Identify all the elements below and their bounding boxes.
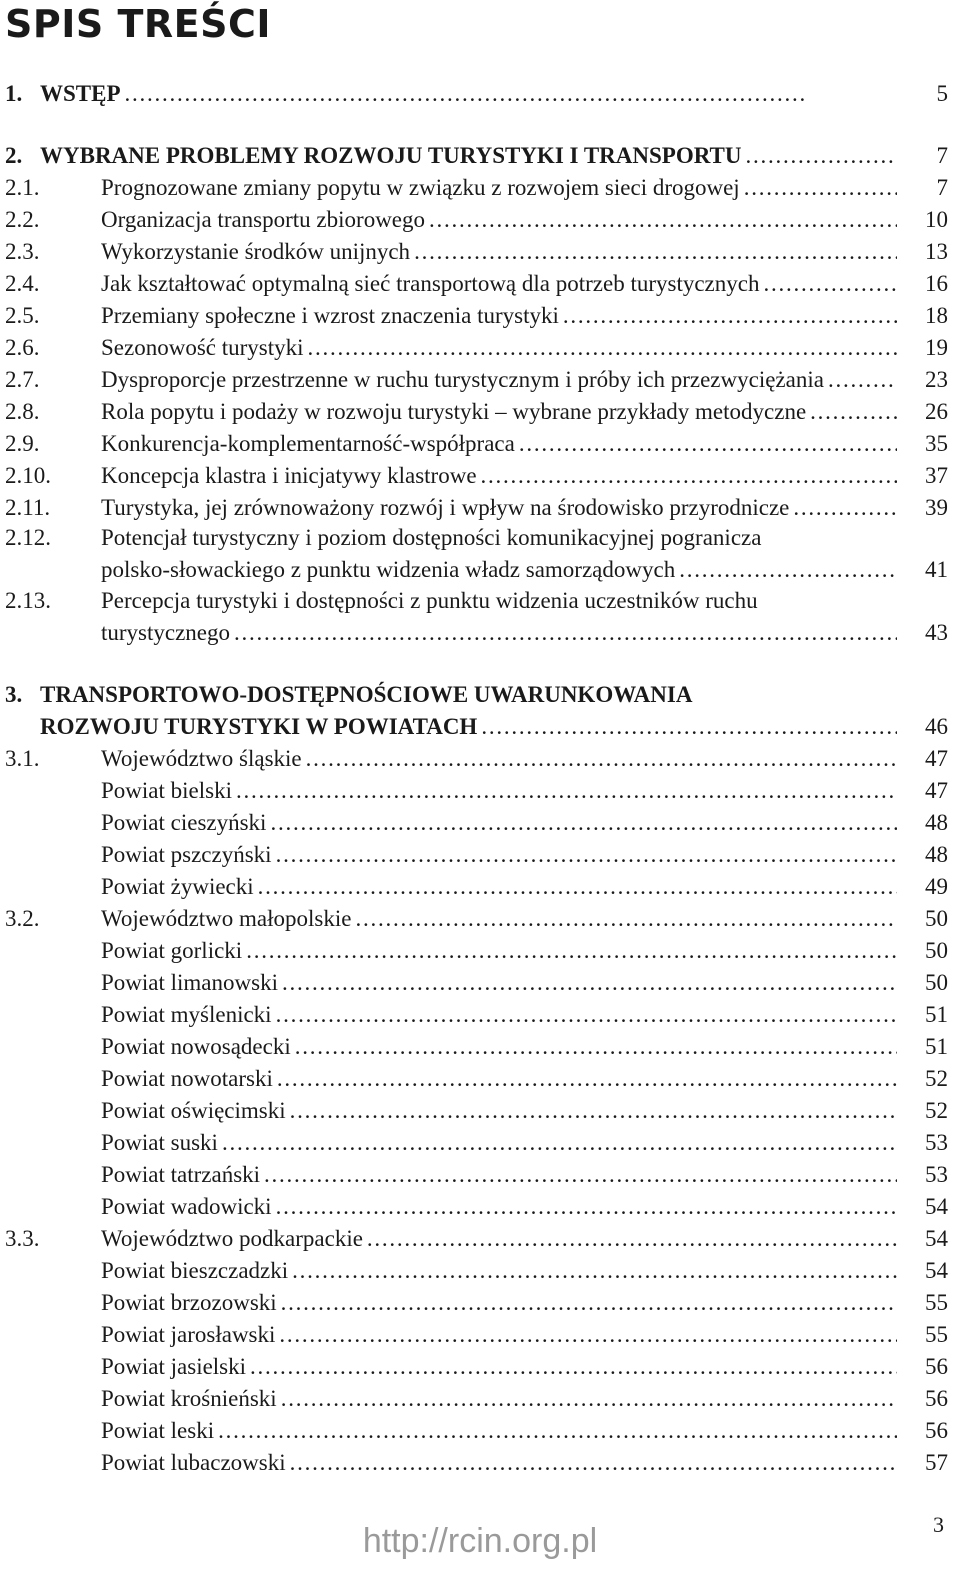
- toc-entry-text: [101, 871, 897, 903]
- toc-entry-title: ROZWOJU TURYSTYKI W POWIATACH: [40, 714, 478, 739]
- toc-entry-line: [0, 585, 960, 617]
- toc-entry-title: Prognozowane zmiany popytu w związku z rozwojem sieci drogowej: [101, 175, 740, 200]
- dot-leader: [258, 871, 897, 903]
- toc-entry-text: [101, 1319, 897, 1351]
- toc-entry-text: [101, 1159, 897, 1191]
- toc-entry-number: 2.11.: [5, 495, 51, 520]
- toc-entry-page: 47: [925, 746, 948, 771]
- toc-entry[interactable]: [0, 554, 960, 586]
- toc-entry-page: 56: [925, 1418, 948, 1443]
- toc-entry-page: 52: [925, 1066, 948, 1091]
- toc-entry[interactable]: [0, 967, 960, 999]
- toc-entry[interactable]: [0, 460, 960, 492]
- dot-leader: [236, 775, 897, 807]
- toc-entry-page: 26: [925, 399, 948, 424]
- toc-entry[interactable]: [0, 903, 960, 935]
- toc-entry-page: 18: [925, 303, 948, 328]
- toc-entry-text: [101, 1223, 897, 1255]
- toc-entry-text: [101, 775, 897, 807]
- toc-entry-text: [101, 554, 897, 586]
- toc-entry[interactable]: [0, 364, 960, 396]
- toc-entry-title: Organizacja transportu zbiorowego: [101, 207, 426, 232]
- toc-entry-title-line: Percepcja turystyki i dostępności z punktu widzenia uczestników ruchu: [101, 588, 758, 613]
- toc-entry-page: 54: [925, 1226, 948, 1251]
- toc-entry-text: [101, 236, 897, 268]
- dot-leader: [279, 1319, 897, 1351]
- toc-entry[interactable]: [0, 1287, 960, 1319]
- toc-entry-title: Powiat jarosławski: [101, 1322, 276, 1347]
- toc-entry-text: [101, 967, 897, 999]
- toc-entry-text: [101, 1191, 897, 1223]
- toc-entry[interactable]: [0, 1063, 960, 1095]
- toc-entry[interactable]: [0, 1383, 960, 1415]
- toc-entry-text: [40, 78, 897, 110]
- toc-entry-title: Sezonowość turystyki: [101, 335, 304, 360]
- toc-entry-text: [40, 140, 897, 172]
- toc-entry-text: [101, 492, 897, 524]
- toc-entry[interactable]: [0, 492, 960, 524]
- toc-entry-title: Powiat nowotarski: [101, 1066, 273, 1091]
- toc-entry-number: 3.: [5, 682, 23, 707]
- toc-entry[interactable]: [0, 1351, 960, 1383]
- toc-entry[interactable]: [0, 396, 960, 428]
- toc-entry-text: [101, 807, 897, 839]
- toc-entry-title: Powiat tatrzański: [101, 1162, 261, 1187]
- dot-leader: [429, 204, 897, 236]
- toc-entry[interactable]: [0, 807, 960, 839]
- toc-entry-title: Powiat myślenicki: [101, 1002, 272, 1027]
- toc-entry-text: [101, 204, 897, 236]
- toc-entry-number: 2.8.: [5, 399, 40, 424]
- dot-leader: [281, 1287, 897, 1319]
- dot-leader: [222, 1127, 897, 1159]
- toc-entry[interactable]: [0, 1223, 960, 1255]
- dot-leader: [276, 1191, 897, 1223]
- toc-entry-text: [101, 1415, 897, 1447]
- dot-leader: [810, 396, 897, 428]
- toc-entry-title: Turystyka, jej zrównoważony rozwój i wpływ na środowisko przyrodnicze: [101, 495, 790, 520]
- toc-entry-title: Województwo śląskie: [101, 746, 302, 771]
- toc-entry-title: Powiat pszczyński: [101, 842, 272, 867]
- dot-leader: [563, 300, 897, 332]
- page-title: SPIS TREŚCI: [5, 2, 271, 46]
- toc-entry-title: WSTĘP: [40, 81, 121, 106]
- toc-entry[interactable]: [0, 775, 960, 807]
- toc-entry-number: 2.1.: [5, 175, 40, 200]
- dot-leader: [276, 839, 897, 871]
- dot-leader: [306, 743, 897, 775]
- toc-entry-title: Powiat jasielski: [101, 1354, 247, 1379]
- toc-entry-page: 48: [925, 810, 948, 835]
- dot-leader: [290, 1095, 897, 1127]
- toc-entry-title-line: TRANSPORTOWO-DOSTĘPNOŚCIOWE UWARUNKOWANIA: [40, 682, 693, 707]
- toc-entry[interactable]: [0, 1255, 960, 1287]
- toc-entry-text: [101, 300, 897, 332]
- toc-entry-page: 19: [925, 335, 948, 360]
- toc-entry-text: [101, 172, 897, 204]
- toc-entry-title: Powiat gorlicki: [101, 938, 243, 963]
- toc-entry[interactable]: [0, 1159, 960, 1191]
- toc-entry-title: Powiat bielski: [101, 778, 232, 803]
- toc-entry-text: [101, 1095, 897, 1127]
- dot-leader: [481, 711, 897, 743]
- toc-entry-text: [101, 1031, 897, 1063]
- toc-entry-title: Powiat oświęcimski: [101, 1098, 286, 1123]
- toc-entry[interactable]: [0, 1447, 960, 1479]
- dot-leader: [281, 1383, 897, 1415]
- toc-entry-text: [101, 935, 897, 967]
- toc-entry[interactable]: [0, 617, 960, 649]
- toc-entry-text: [101, 332, 897, 364]
- toc-entry-text: [101, 839, 897, 871]
- dot-leader: [793, 492, 897, 524]
- dot-leader: [290, 1447, 897, 1479]
- toc-entry-page: 5: [936, 81, 948, 106]
- dot-leader: [295, 1031, 897, 1063]
- toc-entry-title: Województwo podkarpackie: [101, 1226, 363, 1251]
- toc-entry-page: 37: [925, 463, 948, 488]
- toc-entry-text: [101, 460, 897, 492]
- toc-entry-text: [101, 743, 897, 775]
- toc-entry-title: WYBRANE PROBLEMY ROZWOJU TURYSTYKI I TRANSPORTU: [40, 143, 742, 168]
- toc-entry-text: [101, 903, 897, 935]
- watermark-url: http://rcin.org.pl: [362, 1522, 598, 1560]
- toc-entry-page: 13: [925, 239, 948, 264]
- toc-entry-title: Wykorzystanie środków unijnych: [101, 239, 411, 264]
- toc-entry-number: 2.7.: [5, 367, 40, 392]
- toc-entry-text: [101, 268, 897, 300]
- toc-entry[interactable]: [0, 332, 960, 364]
- toc-entry-title: Powiat wadowicki: [101, 1194, 272, 1219]
- toc-entry-title: Powiat krośnieński: [101, 1386, 277, 1411]
- dot-leader: [414, 236, 897, 268]
- dot-leader: [308, 332, 897, 364]
- toc-entry-page: 35: [925, 431, 948, 456]
- toc-entry-title: Powiat żywiecki: [101, 874, 254, 899]
- dot-leader: [277, 1063, 897, 1095]
- toc-entry-text: [101, 1127, 897, 1159]
- toc-entry-page: 16: [925, 271, 948, 296]
- toc-entry-number: 2.4.: [5, 271, 40, 296]
- toc-entry-page: 48: [925, 842, 948, 867]
- toc-entry-title: Powiat leski: [101, 1418, 215, 1443]
- toc-entry-title: Jak kształtować optymalną sieć transportową dla potrzeb turystycznych: [101, 271, 760, 296]
- toc-entry-title: Przemiany społeczne i wzrost znaczenia turystyki: [101, 303, 559, 328]
- toc-entry[interactable]: [0, 1319, 960, 1351]
- dot-leader: [250, 1351, 897, 1383]
- toc-entry-title: Koncepcja klastra i inicjatywy klastrowe: [101, 463, 477, 488]
- toc-entry[interactable]: [0, 1127, 960, 1159]
- toc-entry-title: Powiat nowosądecki: [101, 1034, 291, 1059]
- toc-entry[interactable]: [0, 300, 960, 332]
- toc-entry-page: 54: [925, 1194, 948, 1219]
- toc-entry-line: [0, 522, 960, 554]
- toc-entry-title: turystycznego: [101, 620, 231, 645]
- page-number: 3: [933, 1512, 944, 1537]
- dot-leader: [828, 364, 897, 396]
- toc-entry-page: 55: [925, 1322, 948, 1347]
- toc-entry[interactable]: [0, 172, 960, 204]
- toc-entry[interactable]: [0, 1031, 960, 1063]
- toc-entry-page: 53: [925, 1162, 948, 1187]
- toc-entry-page: 56: [925, 1354, 948, 1379]
- toc-entry-page: 49: [925, 874, 948, 899]
- toc-entry-text: [101, 1287, 897, 1319]
- dot-leader: [367, 1223, 897, 1255]
- toc-entry-number: 2.6.: [5, 335, 40, 360]
- toc-entry-text: [101, 428, 897, 460]
- toc-entry-text: [101, 999, 897, 1031]
- dot-leader: [276, 999, 897, 1031]
- toc-entry-number: 2.2.: [5, 207, 40, 232]
- toc-entry[interactable]: [0, 999, 960, 1031]
- toc-entry[interactable]: [0, 839, 960, 871]
- toc-entry[interactable]: [0, 711, 960, 743]
- toc-entry-title: Dysproporcje przestrzenne w ruchu turystycznym i próby ich przezwyciężania: [101, 367, 824, 392]
- dot-leader: [218, 1415, 897, 1447]
- toc-entry-page: 46: [925, 714, 948, 739]
- toc-entry-page: 54: [925, 1258, 948, 1283]
- toc-entry[interactable]: [0, 743, 960, 775]
- dot-leader: [125, 78, 897, 110]
- toc-entry-title: Powiat lubaczowski: [101, 1450, 286, 1475]
- toc-entry-text: [101, 1351, 897, 1383]
- toc-entry[interactable]: [0, 935, 960, 967]
- toc-entry-page: 39: [925, 495, 948, 520]
- toc-entry-page: 10: [925, 207, 948, 232]
- dot-leader: [246, 935, 897, 967]
- toc-entry-page: 50: [925, 938, 948, 963]
- toc-entry-title: Województwo małopolskie: [101, 906, 352, 931]
- dot-leader: [744, 172, 897, 204]
- toc-entry-page: 41: [925, 557, 948, 582]
- dot-leader: [282, 967, 897, 999]
- toc-entry-page: 7: [936, 143, 948, 168]
- toc-entry-title: Rola popytu i podaży w rozwoju turystyki – wybrane przykłady metodyczne: [101, 399, 807, 424]
- toc-entry[interactable]: [0, 1415, 960, 1447]
- toc-entry-title: Powiat limanowski: [101, 970, 278, 995]
- dot-leader: [481, 460, 897, 492]
- toc-entry-text: [101, 364, 897, 396]
- toc-entry-number: 2.3.: [5, 239, 40, 264]
- toc-entry-number: 2.13.: [5, 588, 51, 613]
- dot-leader: [264, 1159, 897, 1191]
- toc-entry[interactable]: [0, 428, 960, 460]
- toc-entry[interactable]: [0, 1095, 960, 1127]
- toc-entry-page: 51: [925, 1034, 948, 1059]
- toc-entry-title: polsko-słowackiego z punktu widzenia władz samorządowych: [101, 557, 676, 582]
- toc-entry-text: [101, 396, 897, 428]
- dot-leader: [745, 140, 897, 172]
- dot-leader: [270, 807, 897, 839]
- toc-entry-page: 52: [925, 1098, 948, 1123]
- toc-entry[interactable]: [0, 871, 960, 903]
- toc-entry-title-line: Potencjał turystyczny i poziom dostępności komunikacyjnej pogranicza: [101, 525, 762, 550]
- toc-entry-number: 2.12.: [5, 525, 51, 550]
- toc-entry-number: 2.5.: [5, 303, 40, 328]
- toc-entry-page: 50: [925, 906, 948, 931]
- toc-entry[interactable]: [0, 236, 960, 268]
- toc-entry-title: Powiat suski: [101, 1130, 218, 1155]
- dot-leader: [679, 554, 897, 586]
- toc-entry-title: Konkurencja-komplementarność-współpraca: [101, 431, 515, 456]
- toc-entry[interactable]: [0, 1191, 960, 1223]
- toc-entry-number: 2.10.: [5, 463, 51, 488]
- toc-entry-page: 7: [936, 175, 948, 200]
- toc-entry-text: [101, 1063, 897, 1095]
- toc-entry-title: Powiat cieszyński: [101, 810, 267, 835]
- toc-entry-number: 3.1.: [5, 746, 40, 771]
- toc-entry-text: [101, 617, 897, 649]
- toc-entry-page: 50: [925, 970, 948, 995]
- toc-entry-page: 53: [925, 1130, 948, 1155]
- toc-entry-text: [101, 1383, 897, 1415]
- toc-entry-line: [0, 679, 960, 711]
- toc-entry-number: 3.2.: [5, 906, 40, 931]
- toc-entry-title: Powiat brzozowski: [101, 1290, 277, 1315]
- toc-entry-title: Powiat bieszczadzki: [101, 1258, 289, 1283]
- dot-leader: [234, 617, 897, 649]
- toc-entry-page: 55: [925, 1290, 948, 1315]
- toc-entry-page: 57: [925, 1450, 948, 1475]
- toc-entry-page: 23: [925, 367, 948, 392]
- dot-leader: [519, 428, 897, 460]
- toc-entry-page: 56: [925, 1386, 948, 1411]
- toc-entry-page: 51: [925, 1002, 948, 1027]
- toc-entry-number: 2.9.: [5, 431, 40, 456]
- toc-entry[interactable]: [0, 268, 960, 300]
- toc-entry[interactable]: [0, 204, 960, 236]
- toc-entry-page: 43: [925, 620, 948, 645]
- toc-entry-page: 47: [925, 778, 948, 803]
- toc-entry-number: 1.: [5, 81, 23, 106]
- dot-leader: [763, 268, 897, 300]
- toc-entry-text: [101, 1255, 897, 1287]
- toc-entry-text: [40, 711, 897, 743]
- dot-leader: [292, 1255, 897, 1287]
- toc-entry-number: 2.: [5, 143, 23, 168]
- toc-entry-text: [101, 1447, 897, 1479]
- dot-leader: [355, 903, 897, 935]
- toc-entry-number: 3.3.: [5, 1226, 40, 1251]
- toc-entry[interactable]: [0, 78, 960, 110]
- toc-entry[interactable]: [0, 140, 960, 172]
